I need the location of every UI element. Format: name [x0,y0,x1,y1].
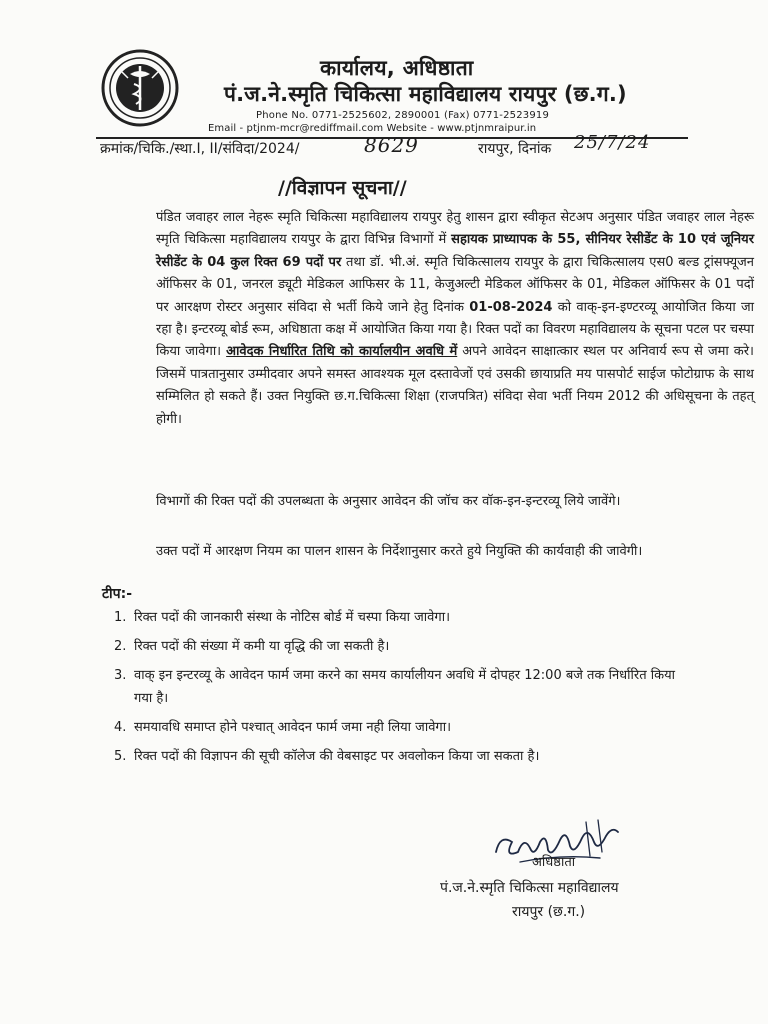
signatory-title: अधिष्ठाता [532,855,576,870]
paragraph-text: को वाक्-इन-इण्टरव्यू आयोजित किया जा रहा है। इन्टरव्यू बोर्ड रूम, अधिष्ठाता कक्ष में आयोजित किया गया है। रिक्त पदों का विवरण महाविद्यालय के सूचना पटल पर चस्पा किया जावेगा। [156,299,754,360]
reference-label: क्रमांक/चिकि./स्था.I, II/संविदा/2024/ [100,141,300,157]
signatory-city: रायपुर (छ.ग.) [512,904,586,920]
list-item [114,745,684,768]
office-heading: कार्यालय, अधिष्ठाता [320,56,474,80]
institution-heading: पं.ज.ने.स्मृति चिकित्सा महाविद्यालय रायपुर (छ.ग.) [224,82,627,106]
posts-count-text: सहायक प्राध्यापक के 55, सीनियर रेसीडेंट के 10 एवं जूनियर रेसीडेंट के 04 कुल रिक्त 69 पदों पर [156,232,755,270]
phone-line: Phone No. 0771-2525602, 2890001 (Fax) 0771-2523919 [256,110,550,121]
paragraph-text: पंडित जवाहर लाल नेहरू स्मृति चिकित्सा महाविद्यालय रायपुर हेतु शासन द्वारा स्वीकृत सेटअप अनुसार पंडित जवाहर लाल नेहरू स्मृति चिकित्सा महाविद्यालय रायपुर के द्वारा विभिन्न विभागों में [156,210,754,248]
list-item [114,635,684,658]
list-number: 3. [114,668,127,683]
list-text: रिक्त पदों की जानकारी संस्था के नोटिस बोर्ड में चस्पा किया जावेगा। [134,610,451,625]
list-text: वाक् इन इन्टरव्यू के आवेदन फार्म जमा करने का समय कार्यालीयन अवधि में दोपहर 12:00 बजे तक निर्धारित किया गया है। [134,668,676,706]
list-text: रिक्त पदों की विज्ञापन की सूची कॉलेज की वेबसाइट पर अवलोकन किया जा सकता है। [134,749,540,764]
paragraph-text: अपने आवेदन साक्षात्कार स्थल पर अनिवार्य रूप से जमा करे। जिसमें पात्रतानुसार उम्मीदवार अपने समस्त आवश्यक मूल दस्तावेजों एवं उसकी छायाप्रति मय पासपोर्ट साईज फोटोग्राफ के साथ सम्मिलित हो सकते हैं। उक्त नियुक्ति छ.ग.चिकित्सा शिक्षा (राजपत्रित) संविदा सेवा भर्ती नियम 2012 की अधिसूचना के तहत् होगी। [156,344,754,427]
underlined-instruction: आवेदक निर्धारित तिथि को कार्यालयीन अवधि में [226,344,458,360]
list-number: 2. [114,639,127,654]
list-text: रिक्त पदों की संख्या में कमी या वृद्धि की जा सकती है। [134,639,390,654]
list-item [114,664,684,710]
interview-date: 01-08-2024 [469,299,553,315]
notes-list [114,606,684,774]
list-item [114,716,684,739]
paragraph-text: तथा डॉ. भी.अं. स्मृति चिकित्सालय रायपुर के द्वारा चिकित्सालय एस0 बल्ड ट्रांसफ्यूजन ऑफिसर के 01, जनरल ड्यूटी मेडिकल आफिसर के 11, केजुअल्टी मेडिकल ऑफिसर के 01, मेडिकल ऑफिसर के 01 पदों पर आरक्षण रोस्टर अनुसार संविदा से भर्ती किये जाने हेतु दिनांक [156,254,754,315]
reference-number: 8629 [364,133,419,157]
city-date-label: रायपुर, दिनांक [478,141,552,157]
paragraph-availability: विभागों की रिक्त पदों की उपलब्धता के अनुसार आवेदन की जॉच कर वॉक-इन-इन्टरव्यू लिये जावेंगे। [156,494,621,509]
tip-label: टीप:- [102,586,133,602]
signatory-institution: पं.ज.ने.स्मृति चिकित्सा महाविद्यालय [440,880,619,896]
list-item [114,606,684,629]
email-website-line: Email - ptjnm-mcr@rediffmail.com Website - www.ptjnmraipur.in [208,123,537,134]
handwritten-date: 25/7/24 [574,132,651,153]
list-number: 4. [114,720,127,735]
list-number: 1. [114,610,127,625]
paragraph-reservation: उक्त पदों में आरक्षण नियम का पालन शासन के निर्देशानुसार करते हुये नियुक्ति की कार्यवाही की जावेगी। [156,544,643,559]
notice-title: //विज्ञापन सूचना// [278,177,407,199]
list-text: समयावधि समाप्त होने पश्चात् आवेदन फार्म जमा नही लिया जावेगा। [134,720,452,735]
list-number: 5. [114,749,127,764]
main-paragraph [98,207,754,431]
medical-college-emblem-icon [100,48,180,128]
